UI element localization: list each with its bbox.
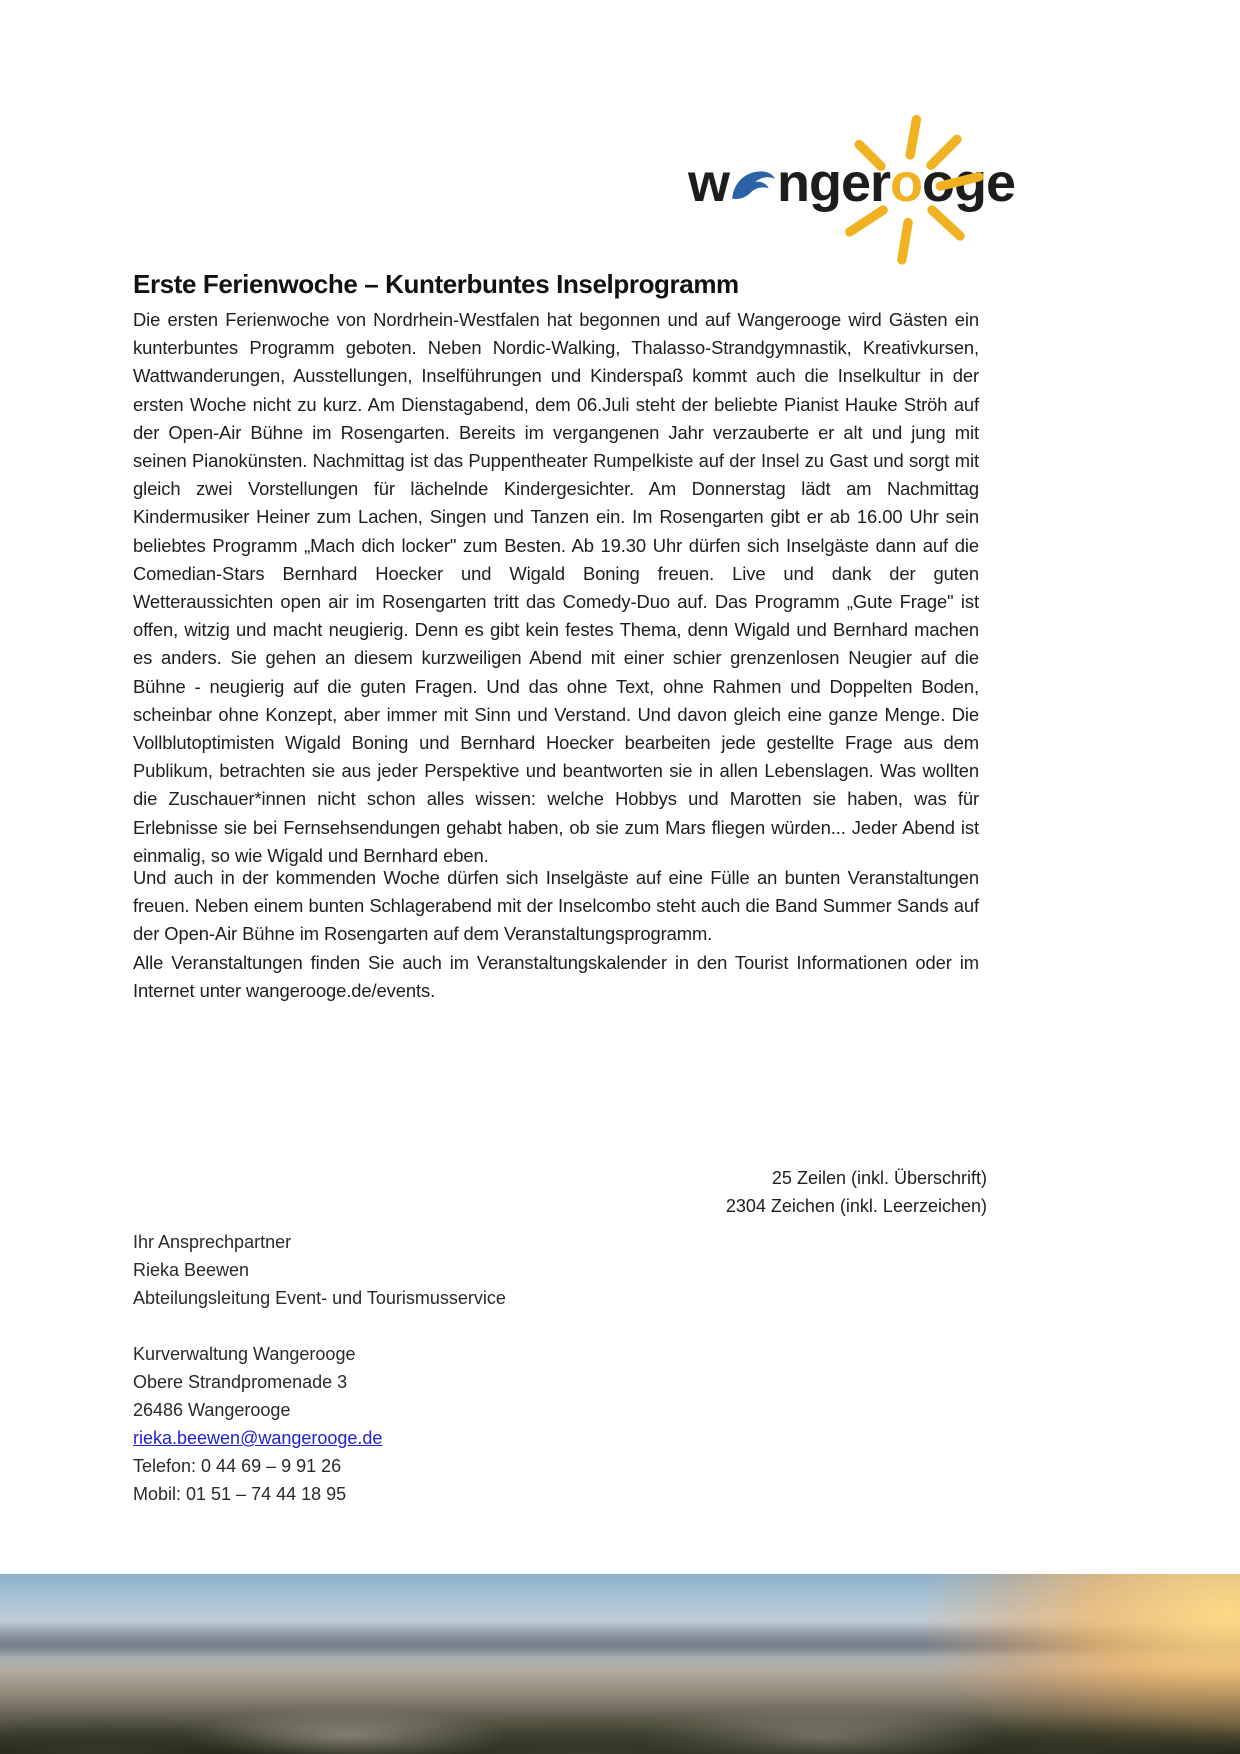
email-link[interactable]: rieka.beewen@wangerooge.de — [133, 1428, 383, 1448]
document-stats — [133, 1164, 987, 1220]
paragraph-3-text: Alle Veranstaltungen finden Sie auch im Veranstaltungskalender in den Tourist Informationen oder im Internet unter wangerooge.de/events. — [133, 951, 979, 1001]
org-street: Obere Strandpromenade 3 — [133, 1372, 348, 1392]
contact-name: Rieka Beewen — [133, 1260, 250, 1280]
phone-number: Telefon: 0 44 69 – 9 91 26 — [133, 1456, 342, 1476]
logo-letters-nger: nger — [777, 153, 891, 213]
line-count: 25 Zeilen (inkl. Überschrift) — [771, 1168, 987, 1188]
contact-role: Abteilungsleitung Event- und Tourismusservice — [133, 1288, 506, 1308]
contact-address-block — [133, 1340, 382, 1508]
logo-letters-oge: oge — [922, 153, 1016, 213]
body-paragraph-1: Die ersten Ferienwoche von Nordrhein-Westfalen hat begonnen und auf Wangerooge wird Gästen ein kunterbuntes Programm geboten. Neben Nordic-Walking, Thalasso-Strandgymnastik, Kreativkursen, Wattwanderungen, Ausstellungen, Inselführungen und Kinderspaß kommt auch die Inselkultur in der ersten Woche nicht zu kurz. Am Dienstagabend, dem 06.Juli steht der beliebte Pianist Hauke Ströh auf der Open-Air Bühne im Rosengarten. Bereits im vergangenen Jahr verzauberte er alt und jung mit seinen Pianokünsten. Nachmittag ist das Puppentheater Rumpelkiste auf der Insel zu Gast und sorgt mit gleich zwei Vorstellungen für lächelnde Kindergesichter. Am Donnerstag lädt am Nachmittag Kindermusiker Heiner zum Lachen, Singen und Tanzen ein. Im Rosengarten gibt er ab 16.00 Uhr sein beliebtes Programm „Mach dich locker" zum Besten. Ab 19.30 Uhr dürfen sich Inselgäste dann auf die Comedian-Stars Bernhard Hoecker und Wigald Boning freuen. Live und dank der guten Wetteraussichten open air im Rosengarten tritt das Comedy-Duo auf. Das Programm „Gute Frage" ist offen, witzig und macht neugierig. Denn es gibt kein festes Thema, denn Wigald und Bernhard machen es anders. Sie gehen an diesem kurzweiligen Abend mit einer schier grenzenlosen Neugier auf die Bühne - neugierig auf die guten Fragen. Und das ohne Text, ohne Rahmen und Doppelten Boden, scheinbar ohne Konzept, aber immer mit Sinn und Verstand. Und davon gleich eine ganze Menge. Die Vollblutoptimisten Wigald Boning und Bernhard Hoecker bearbeiten jede gestellte Frage aus dem Publikum, betrachten sie aus jeder Perspektive und beantworten sie in allen Lebenslagen. Was wollten die Zuschauer*innen nicht schon alles wissen: welche Hobbys und Marotten sie haben, was für Erlebnisse sie bei Fernsehsendungen gehabt haben, ob sie zum Mars fliegen würden... Jeder Abend ist einmalig, so wie Wigald und Bernhard eben. — [133, 309, 979, 866]
contact-person-block — [133, 1228, 506, 1312]
org-name: Kurverwaltung Wangerooge — [133, 1344, 356, 1364]
logo-letter-w: w — [688, 153, 730, 213]
wangerooge-logo — [688, 128, 1015, 238]
sun-icon — [890, 128, 922, 238]
contact-label: Ihr Ansprechpartner — [133, 1232, 292, 1252]
mobile-number: Mobil: 01 51 – 74 44 18 95 — [133, 1484, 347, 1504]
body-paragraph-2 — [133, 864, 979, 1005]
char-count: 2304 Zeichen (inkl. Leerzeichen) — [725, 1196, 987, 1216]
beach-panorama-photo — [0, 1574, 1240, 1754]
org-city: 26486 Wangerooge — [133, 1400, 291, 1420]
logo-sun-letter: o — [890, 153, 923, 213]
paragraph-2-text: Und auch in der kommenden Woche dürfen sich Inselgäste auf eine Fülle an bunten Veranstaltungen freuen. Neben einem bunten Schlagerabend mit der Inselcombo steht auch die Band Summer Sands auf der Open-Air Bühne im Rosengarten auf dem Veranstaltungsprogramm. — [133, 867, 979, 945]
page-title: Erste Ferienwoche – Kunterbuntes Inselprogramm — [133, 269, 739, 300]
wave-icon — [730, 167, 776, 203]
dunes-foreground — [0, 1669, 1240, 1754]
